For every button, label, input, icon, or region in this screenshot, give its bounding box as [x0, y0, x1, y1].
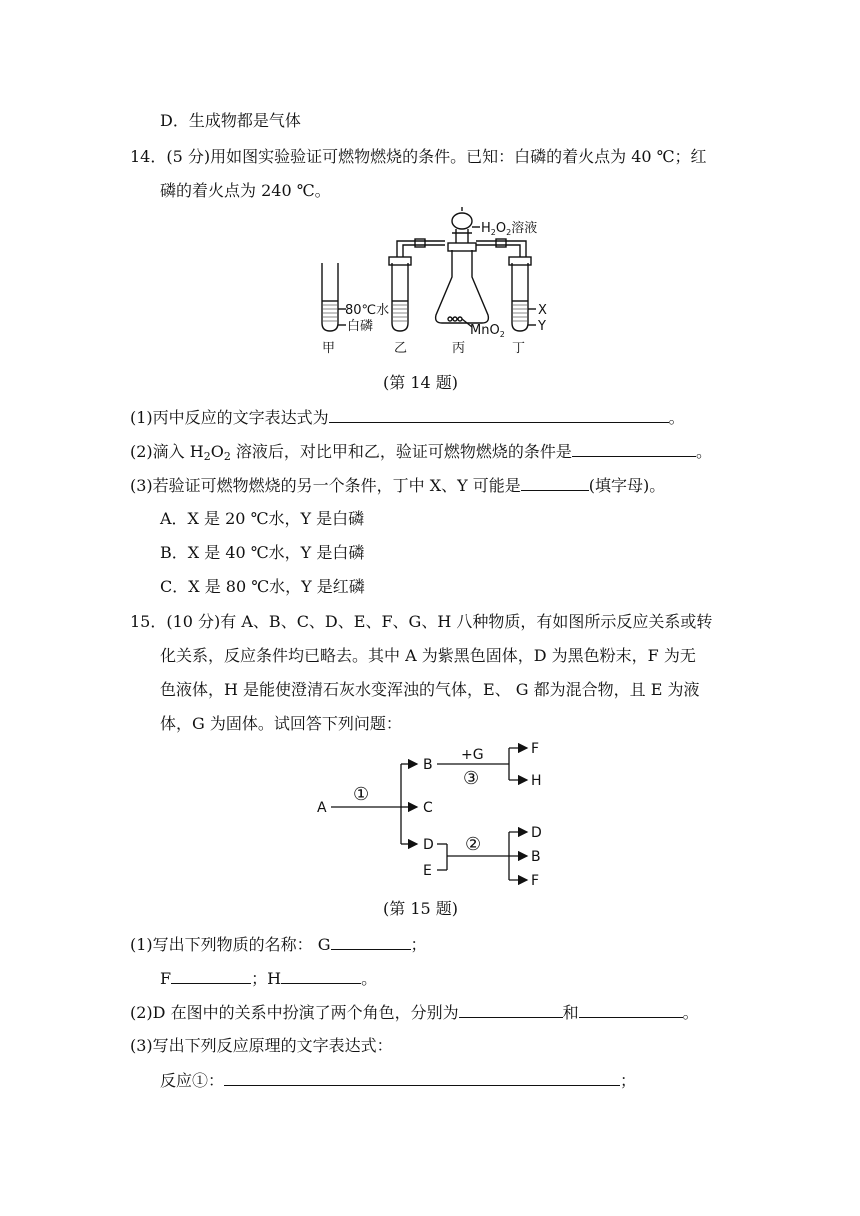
q13-option-d: D．生成物都是气体	[160, 111, 301, 130]
q15-h-label: ；H	[251, 969, 282, 988]
y-label: Y	[538, 319, 546, 334]
x-label: X	[538, 303, 547, 318]
q15-role2-blank[interactable]	[579, 1001, 683, 1018]
q14-part3-post: (填字母)。	[588, 476, 666, 495]
q14-apparatus-figure	[300, 205, 560, 360]
q14-stem-line2: 磷的着火点为 240 ℃。	[160, 181, 331, 200]
q15-caption: (第 15 题)	[383, 899, 459, 918]
q15-stem-line2: 化关系，反应条件均已略去。其中 A 为紫黑色固体，D 为黑色粉末，F 为无	[160, 646, 696, 665]
node-a: A	[317, 800, 327, 816]
step1-label: ①	[353, 784, 370, 805]
q14-option-a: A．X 是 20 ℃水，Y 是白磷	[160, 509, 365, 528]
q15-stem-line4: 体，G 为固体。试回答下列问题：	[160, 714, 402, 733]
q15-part1	[130, 933, 427, 956]
q14-part2	[130, 440, 712, 468]
q14-part1	[130, 406, 685, 429]
node-c: C	[423, 800, 433, 816]
node-h: H	[531, 773, 542, 789]
q15-h-blank[interactable]	[281, 967, 361, 984]
h2o2-solution-label: $H_2O_2$溶液	[481, 221, 538, 237]
step3-label: ③	[463, 768, 480, 789]
water-80c-label: 80℃水	[345, 303, 390, 318]
q14-caption: (第 14 题)	[383, 373, 459, 392]
q15-reaction1-blank[interactable]	[224, 1069, 620, 1086]
tube-ding-label: 丁	[512, 341, 526, 356]
q15-part1-end2: 。	[361, 969, 378, 988]
q15-reaction-diagram	[305, 742, 555, 888]
q15-part2-end: 。	[682, 1003, 699, 1022]
q15-stem-line1: 15．(10 分)有 A、B、C、D、E、F、G、H 八种物质，有如图所示反应关系或转	[130, 612, 713, 631]
q14-part2-mid: O	[210, 442, 224, 461]
tube-jia-label: 甲	[322, 341, 336, 356]
node-d: D	[423, 837, 434, 853]
q14-part2-sub2: 2	[223, 450, 231, 463]
q15-f-label: F	[160, 969, 172, 988]
q14-part2-blank[interactable]	[572, 440, 696, 457]
step2-label: ②	[465, 834, 482, 855]
q14-part3-blank[interactable]	[521, 474, 589, 491]
q15-reaction1-label: 反应①：	[160, 1071, 225, 1090]
node-f-out: F	[531, 873, 540, 888]
plus-g-label: +G	[461, 747, 484, 763]
q14-part2-post: 溶液后，对比甲和乙，验证可燃物燃烧的条件是	[230, 442, 572, 461]
q15-part2-pre: (2)D 在图中的关系中扮演了两个角色，分别为	[130, 1003, 459, 1022]
q14-part2-sub1: 2	[203, 450, 211, 463]
mno2-label: MnO$_2$	[470, 323, 505, 339]
q14-stem-line1: 14．(5 分)用如图实验验证可燃物燃烧的条件。已知：白磷的着火点为 40 ℃；红	[130, 147, 707, 166]
q14-part3-pre: (3)若验证可燃物燃烧的另一个条件，丁中 X、Y 可能是	[130, 476, 521, 495]
q15-reaction1	[160, 1069, 636, 1092]
q14-part1-text: (1)丙中反应的文字表达式为	[130, 408, 329, 427]
node-e: E	[423, 863, 432, 879]
q14-option-c: C．X 是 80 ℃水，Y 是红磷	[160, 577, 365, 596]
node-b: B	[423, 757, 433, 773]
node-f-top: F	[531, 742, 540, 757]
white-phosphorus-label: 白磷	[347, 319, 374, 334]
q14-part2-end: 。	[695, 442, 712, 461]
q14-part1-blank[interactable]	[329, 406, 669, 423]
q15-part2	[130, 1001, 699, 1024]
node-d-out: D	[531, 825, 542, 841]
q15-stem-line3: 色液体，H 是能使澄清石灰水变浑浊的气体，E、 G 都为混合物，且 E 为液	[160, 680, 700, 699]
q15-g-blank[interactable]	[331, 933, 411, 950]
q15-part2-and: 和	[562, 1003, 579, 1022]
flask-bing-label: 丙	[452, 341, 466, 356]
q15-reaction1-end: ；	[620, 1071, 637, 1090]
q15-part1-line2	[160, 967, 377, 990]
tube-yi-label: 乙	[394, 341, 408, 356]
q14-part1-end: 。	[668, 408, 685, 427]
q15-role1-blank[interactable]	[459, 1001, 563, 1018]
q15-part1-end: ；	[410, 935, 427, 954]
q15-part3: (3)写出下列反应原理的文字表达式：	[130, 1036, 393, 1055]
q14-option-b: B．X 是 40 ℃水，Y 是白磷	[160, 543, 365, 562]
q15-part1-pre: (1)写出下列物质的名称： G	[130, 935, 331, 954]
q15-f-blank[interactable]	[171, 967, 251, 984]
q14-part2-pre: (2)滴入 H	[130, 442, 204, 461]
q14-part3	[130, 474, 665, 497]
node-b-out: B	[531, 849, 541, 865]
